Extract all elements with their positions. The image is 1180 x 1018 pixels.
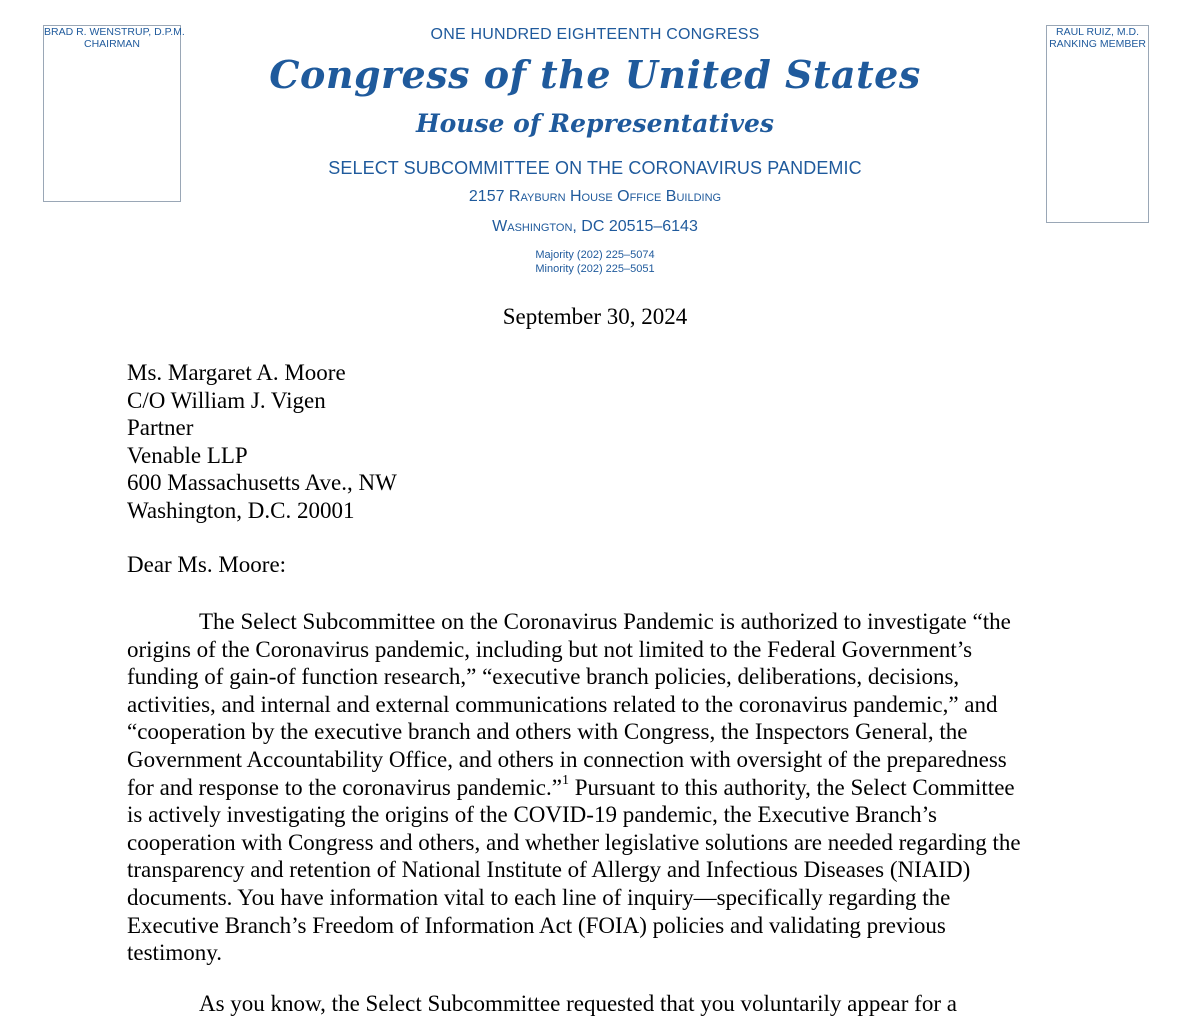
body-line: As you know, the Select Subcommittee requested that you voluntarily appear for a — [199, 991, 957, 1016]
body-line: “cooperation by the executive branch and others with Congress, the Inspectors General, the — [127, 719, 968, 745]
body-line: The Select Subcommittee on the Coronavirus Pandemic is authorized to investigate “the — [199, 609, 1011, 634]
body-line: is actively investigating the origins of the COVID-19 pandemic, the Executive Branch’s — [127, 802, 937, 828]
office-address-line2: Washington, DC 20515–6143 — [492, 218, 698, 235]
ranking-member-name: RAUL RUIZ, M.D. — [1055, 26, 1140, 38]
phone-minority: Minority (202) 225–5051 — [535, 263, 655, 275]
ranking-member-title: RANKING MEMBER — [1049, 38, 1146, 50]
body-line: cooperation with Congress and others, and whether legislative solutions are needed regarding the — [127, 829, 1021, 855]
recipient-line: 600 Massachusetts Ave., NW — [127, 470, 397, 496]
body-line: funding of gain-of function research,” “executive branch policies, deliberations, decisions, — [127, 664, 960, 690]
body-line: testimony. — [127, 940, 222, 966]
body-line: origins of the Coronavirus pandemic, including but not limited to the Federal Government’s — [127, 636, 973, 662]
chairman-title: CHAIRMAN — [83, 38, 140, 50]
body-paragraph — [127, 608, 1067, 967]
office-address-line1: 2157 Rayburn House Office Building — [468, 188, 722, 205]
salutation: Dear Ms. Moore: — [127, 552, 287, 577]
letter-date: September 30, 2024 — [502, 304, 688, 329]
body-line: Executive Branch’s Freedom of Information Act (FOIA) policies and validating previous — [127, 912, 946, 938]
body-paragraph — [127, 990, 1067, 1018]
footnote-reference[interactable]: 1 — [561, 772, 569, 788]
body-line — [127, 774, 1067, 802]
recipient-line: Partner — [127, 415, 194, 441]
body-line: transparency and retention of National Institute of Allergy and Infectious Diseases (NIAID) — [127, 857, 971, 883]
chairman-name: BRAD R. WENSTRUP, D.P.M. — [44, 26, 185, 38]
body-line: documents. You have information vital to each line of inquiry—specifically regarding the — [127, 884, 951, 910]
body-line-part: for and response to the coronavirus pandemic.” — [127, 774, 562, 800]
congress-number: ONE HUNDRED EIGHTEENTH CONGRESS — [430, 26, 760, 43]
recipient-line: Ms. Margaret A. Moore — [127, 360, 346, 385]
congress-title: Congress of the United States — [269, 52, 921, 97]
house-title: House of Representatives — [416, 109, 774, 138]
recipient-address — [127, 359, 397, 525]
body-line: Government Accountability Office, and others in connection with oversight of the preparedness — [127, 746, 1007, 772]
phone-majority: Majority (202) 225–5074 — [535, 249, 655, 261]
body-line-part: Pursuant to this authority, the Select Committee — [568, 774, 1015, 800]
recipient-line: C/O William J. Vigen — [127, 387, 326, 413]
recipient-line: Washington, D.C. 20001 — [127, 497, 355, 523]
subcommittee-name: SELECT SUBCOMMITTEE ON THE CORONAVIRUS PANDEMIC — [328, 158, 862, 178]
body-line: activities, and internal and external communications related to the coronavirus pandemic,” and — [127, 691, 998, 717]
recipient-line: Venable LLP — [127, 442, 248, 468]
